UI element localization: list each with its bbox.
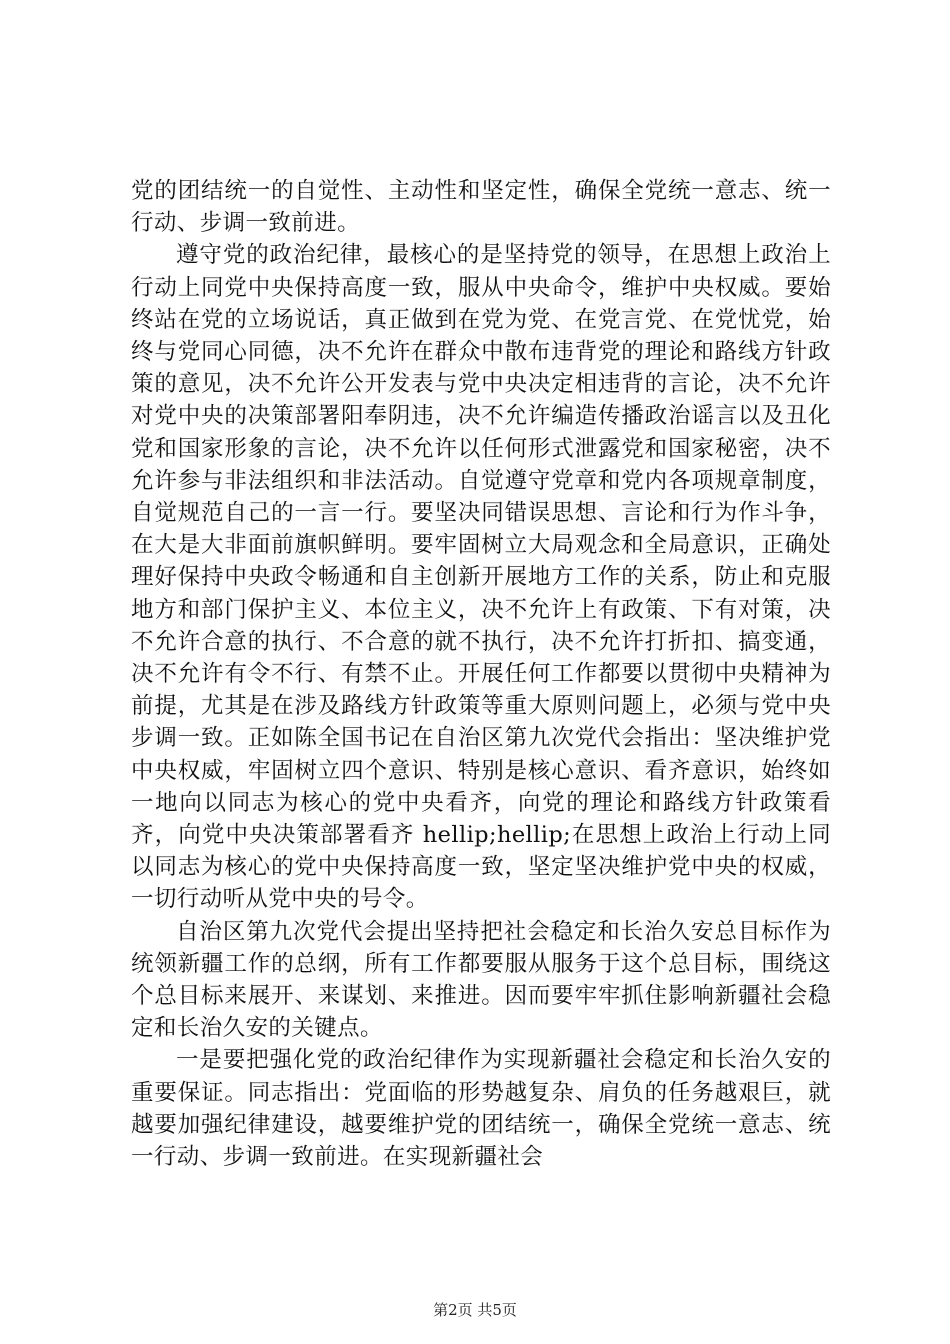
paragraph-continued: 党的团结统一的自觉性、主动性和坚定性，确保全党统一意志、统一行动、步调一致前进。 [131, 178, 831, 237]
paragraph-political-discipline: 遵守党的政治纪律，最核心的是坚持党的领导，在思想上政治上行动上同党中央保持高度一致，服从中央命令，维护中央权威。要始终站在党的立场说话，真正做到在党为党、在党言党、在党忧党，始终与党同心同德，决不允许在群众中散布违背党的理论和路线方针政策的意见，决不允许公开发表与党中央决定相违背的言论，决不允许对党中央的决策部署阳奉阴违，决不允许编造传播政治谣言以及丑化党和国家形象的言论，决不允许以任何形式泄露党和国家秘密，决不允许参与非法组织和非法活动。自觉遵守党章和党内各项规章制度，自觉规范自己的一言一行。要坚决同错误思想、言论和行为作斗争，在大是大非面前旗帜鲜明。要牢固树立大局观念和全局意识，正确处理好保持中央政令畅通和自主创新开展地方工作的关系，防止和克服地方和部门保护主义、本位主义，决不允许上有政策、下有对策，决不允许合意的执行、不合意的就不执行，决不允许打折扣、搞变通，决不允许有令不行、有禁不止。开展任何工作都要以贯彻中央精神为前提，尤其是在涉及路线方针政策等重大原则问题上，必须与党中央步调一致。正如陈全国书记在自治区第九次党代会指出：坚决维护党中央权威，牢固树立四个意识、特别是核心意识、看齐意识，始终如一地向以同志为核心的党中央看齐，向党的理论和路线方针政策看齐，向党中央决策部署看齐 hellip;hellip;在思想上政治上行动上同以同志为核心的党中央保持高度一致，坚定坚决维护党中央的权威，一切行动听从党中央的号令。 [131, 242, 831, 913]
paragraph-party-congress: 自治区第九次党代会提出坚持把社会稳定和长治久安总目标作为统领新疆工作的总纲，所有工作都要服从服务于这个总目标，围绕这个总目标来展开、来谋划、来推进。因而要牢牢抓住影响新疆社会稳定和长治久安的关键点。 [131, 918, 831, 1042]
page-number-footer: 第2页 共5页 [433, 1301, 517, 1319]
body-text [131, 175, 831, 1173]
paragraph-point-one: 一是要把强化党的政治纪律作为实现新疆社会稳定和长治久安的重要保证。同志指出：党面临的形势越复杂、肩负的任务越艰巨，就越要加强纪律建设，越要维护党的团结统一，确保全党统一意志、统一行动、步调一致前进。在实现新疆社会 [131, 1047, 831, 1171]
